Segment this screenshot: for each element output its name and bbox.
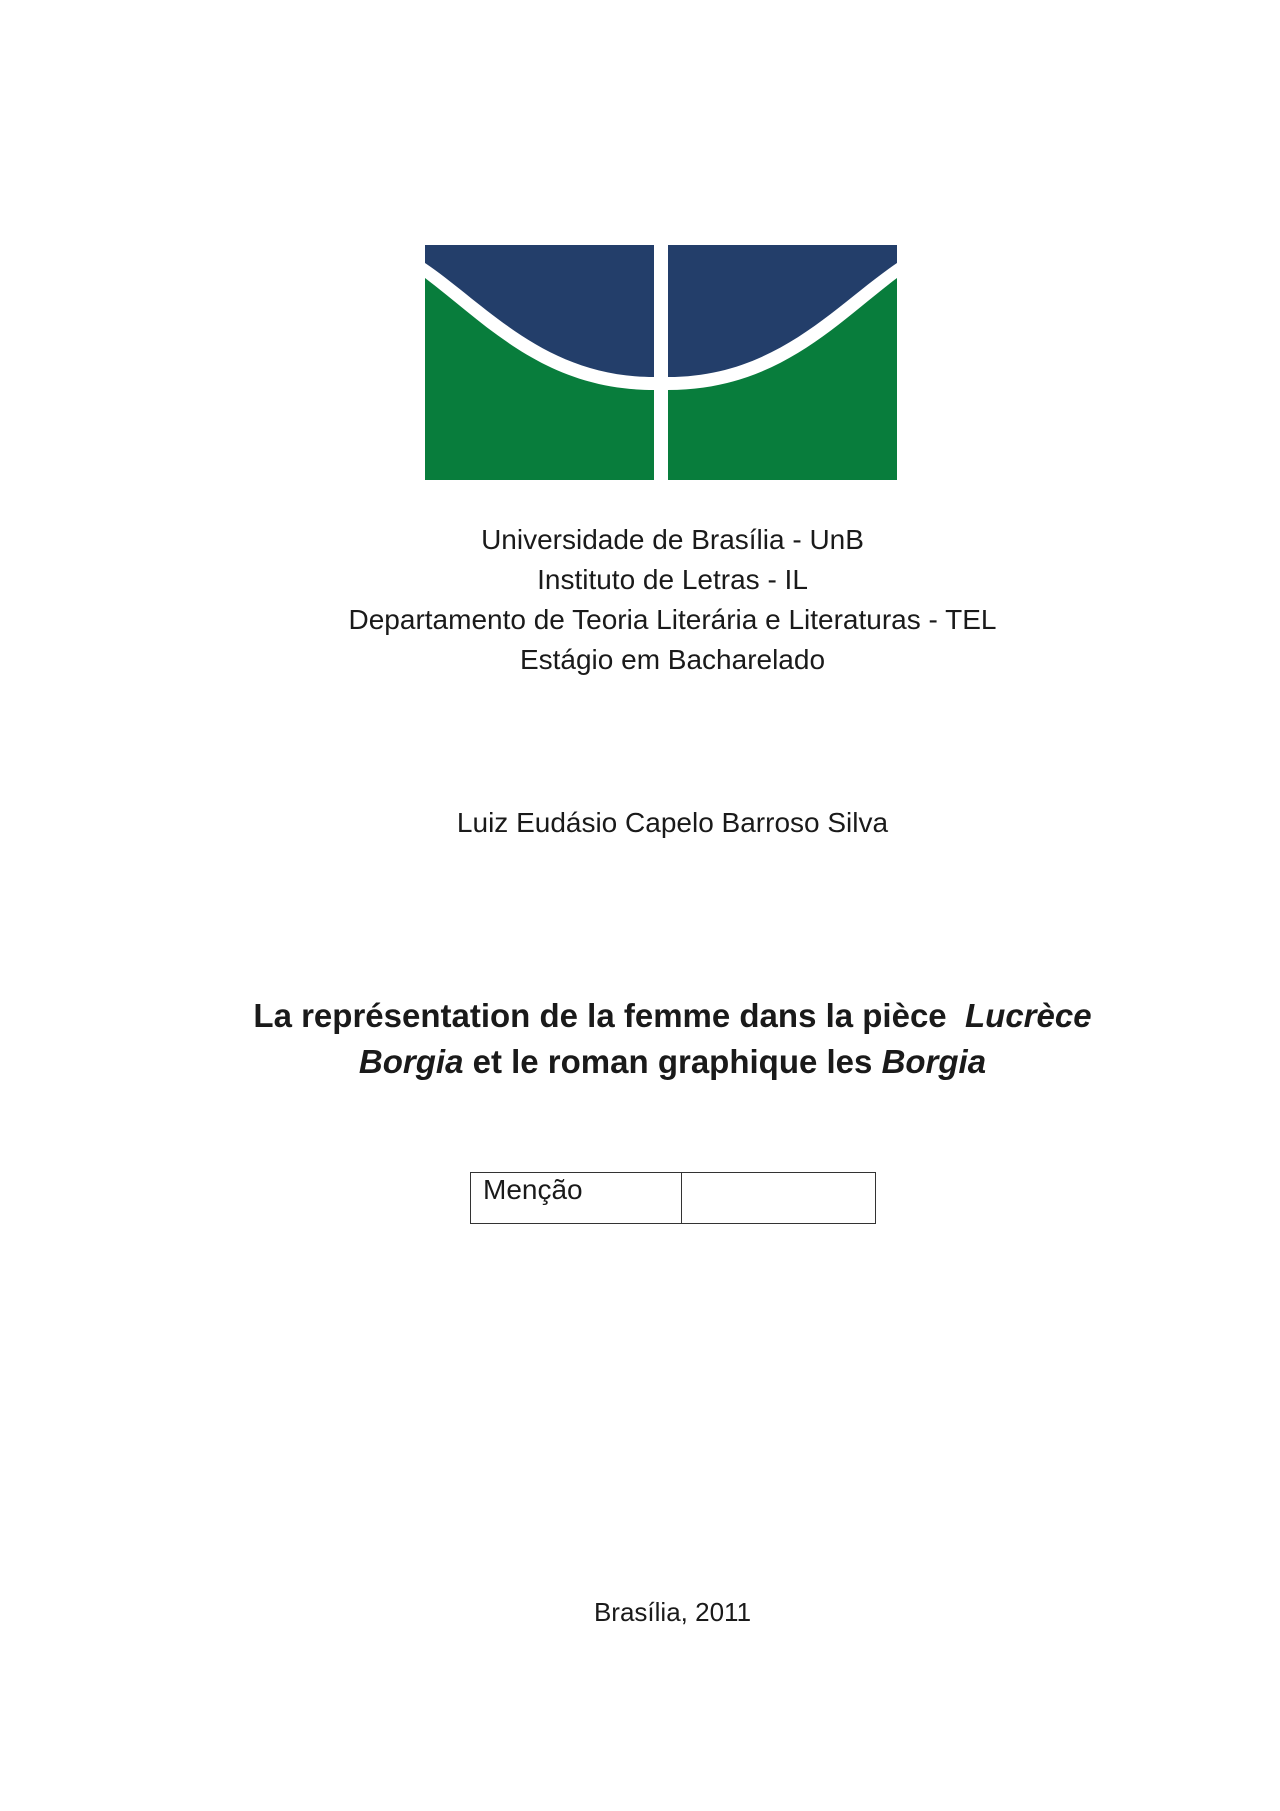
title-part-1: La représentation de la femme dans la pièce [253,997,947,1034]
title-line-1 [0,993,1280,1039]
title-part-3: Borgia [358,1043,464,1080]
title-part-4: et le roman graphique les [472,1043,873,1080]
institution-block [0,520,1280,680]
grade-row [471,1173,876,1224]
department-name: Departamento de Teoria Literária e Literaturas - TEL [348,604,997,635]
author-name: Luiz Eudásio Capelo Barroso Silva [456,807,889,838]
grade-table [470,1172,876,1224]
unb-logo-icon [425,245,897,480]
grade-label: Menção [471,1173,682,1224]
institute-name: Instituto de Letras - IL [537,564,808,595]
title-part-2: Lucrèce [965,997,1092,1034]
title-part-5: Borgia [881,1043,987,1080]
grade-value [682,1173,876,1224]
university-name: Universidade de Brasília - UnB [481,524,864,555]
place-date: Brasília, 2011 [593,1597,752,1627]
document-title [0,993,1280,1085]
title-line-2 [0,1039,1280,1085]
program-name: Estágio em Bacharelado [519,644,826,675]
